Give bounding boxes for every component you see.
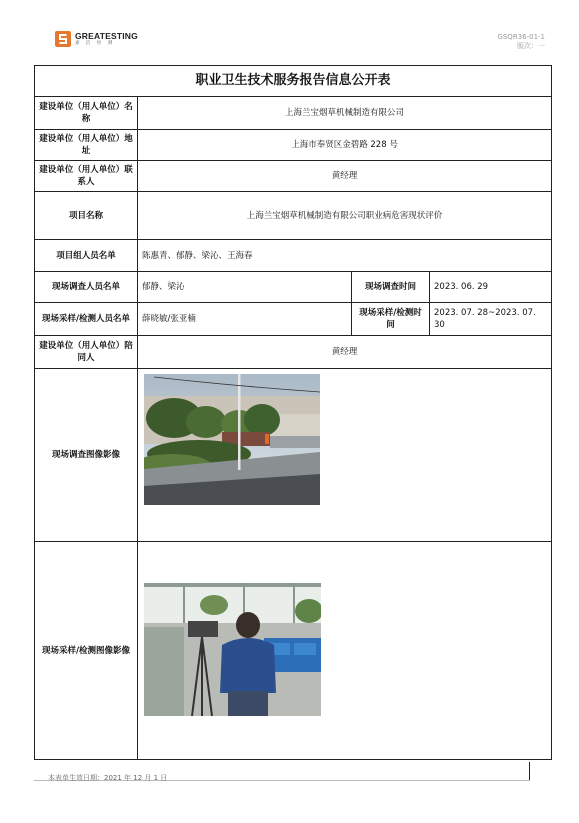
sampling-staff-label: 现场采样/检测人员名单: [35, 303, 138, 336]
sampling-site-photo: [144, 583, 321, 716]
table-title: 职业卫生技术服务报告信息公开表: [35, 66, 552, 97]
unit-name-label: 建设单位（用人单位）名称: [35, 97, 138, 130]
sampling-photo-label: 现场采样/检测图像影像: [35, 542, 138, 760]
survey-photo-label: 现场调查图像影像: [35, 369, 138, 542]
document-number-block: [497, 33, 545, 51]
sampling-time-label: 现场采样/检测时间: [352, 303, 430, 336]
team-label: 项目组人员名单: [35, 240, 138, 272]
survey-time-label: 现场调查时间: [352, 272, 430, 303]
document-number: GSQR36-01-1: [497, 33, 545, 41]
unit-name-value: 上海兰宝烟草机械制造有限公司: [138, 97, 552, 130]
accompany-label: 建设单位（用人单位）陪同人: [35, 336, 138, 369]
survey-photo-cell: [138, 369, 552, 542]
company-logo: [55, 31, 138, 47]
survey-time-value: 2023. 06. 29: [430, 272, 552, 303]
logo-chinese-name: 嘉 信 检 测: [75, 41, 115, 46]
survey-site-photo: [144, 374, 320, 505]
effective-date-note: 本表单生效日期：2021 年 12 月 1 日: [48, 774, 168, 782]
sampling-photo-cell: [138, 542, 552, 760]
survey-staff-label: 现场调查人员名单: [35, 272, 138, 303]
document-version: 版次：一: [517, 42, 545, 50]
sampling-time-value: 2023. 07. 28~2023. 07. 30: [430, 303, 552, 336]
footer-divider-vertical: [529, 762, 530, 780]
survey-staff-value: 郁静、梁沁: [138, 272, 352, 303]
project-name-label: 项目名称: [35, 192, 138, 240]
logo-english-name: GREATESTING: [75, 30, 138, 41]
info-disclosure-table: [34, 65, 552, 760]
accompany-value: 黄经理: [138, 336, 552, 369]
contact-value: 黄经理: [138, 161, 552, 192]
sampling-staff-value: 薛晓敏/张亚楠: [138, 303, 352, 336]
logo-mark-icon: [55, 31, 71, 47]
team-value: 陈惠青、郁静、梁沁、王海春: [138, 240, 552, 272]
unit-address-value: 上海市奉贤区金碧路 228 号: [138, 130, 552, 161]
unit-address-label: 建设单位（用人单位）地址: [35, 130, 138, 161]
project-name-value: 上海兰宝烟草机械制造有限公司职业病危害现状评价: [138, 192, 552, 240]
contact-label: 建设单位（用人单位）联系人: [35, 161, 138, 192]
